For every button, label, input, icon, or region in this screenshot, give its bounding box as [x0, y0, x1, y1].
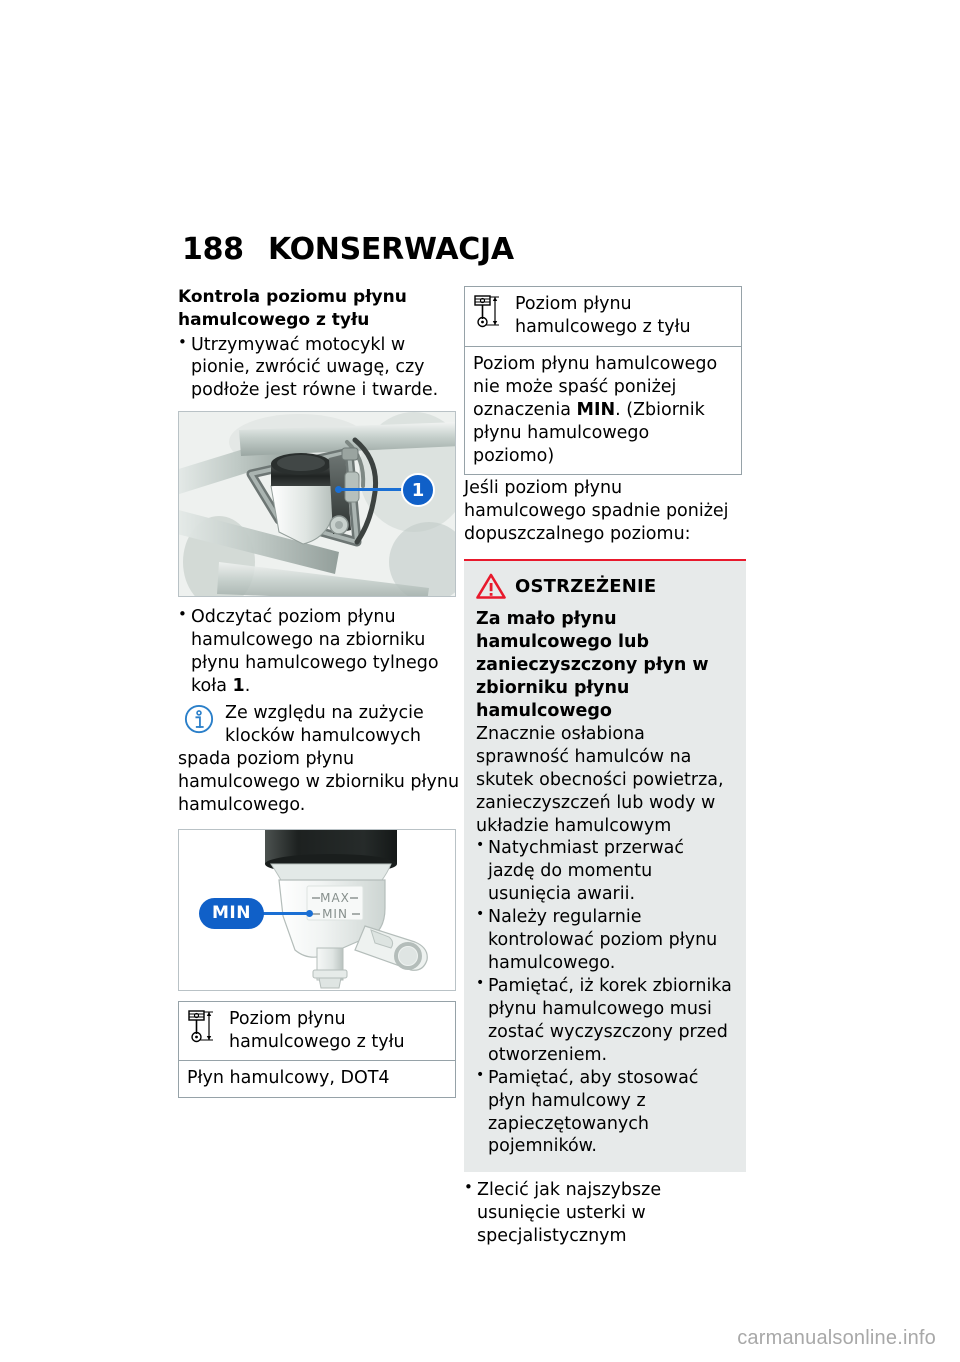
warning-body: Znacznie osłabiona sprawność hamulców na skutek obecności powietrza, zanieczyszczeń lub wody w układzie hamulcowym — [476, 723, 724, 836]
spec-table-value-row — [465, 347, 741, 475]
figure-reservoir-min-max — [178, 829, 456, 991]
spec-table-value — [473, 353, 733, 468]
warning-list-item: • Pamiętać, aby stosować płyn hamulcowy z zapieczętowanych pojemników. — [476, 1067, 736, 1159]
spec-table-brake-fluid — [178, 1001, 456, 1099]
figure-rear-brake-reservoir — [178, 411, 456, 597]
list-item — [178, 606, 460, 698]
info-icon — [184, 704, 214, 734]
spec-table-header-label: Poziom płynu hamulcowego z tyłu — [515, 294, 691, 337]
right-column — [464, 286, 746, 1248]
warning-header — [476, 573, 736, 599]
piston-level-icon — [473, 294, 501, 328]
spec-table-value: Płyn hamulcowy, DOT4 — [187, 1068, 390, 1089]
callout-leader-line-min — [257, 912, 309, 915]
spec-table-min-level — [464, 286, 742, 475]
info-note-line-1: Ze względu na zużycie klocków hamulcowych — [225, 702, 424, 746]
list-item-text: Odczytać poziom płynu hamulcowego na zbiorniku płynu hamulcowego tylnego — [191, 607, 439, 674]
callout-leader-line — [339, 488, 404, 491]
section-title — [178, 286, 460, 332]
spec-table-value-row — [179, 1061, 455, 1097]
page-header — [182, 232, 782, 267]
spec-table-header — [465, 287, 741, 347]
svg-text:MAX: MAX — [320, 890, 350, 905]
svg-text:MIN: MIN — [322, 906, 348, 921]
part-reference-1: 1 — [232, 676, 245, 697]
page-number: 188 — [182, 232, 244, 267]
section-title-line2: hamulcowego z tyłu — [178, 309, 370, 330]
warning-triangle-icon — [476, 573, 506, 599]
info-note-line-2: spada poziom płynu hamulcowego w zbiorniku płynu hamulcowego. — [178, 748, 460, 815]
info-note — [178, 702, 460, 817]
warning-list-item: • Natychmiast przerwać jazdę do momentu usunięcia awarii. — [476, 837, 736, 906]
piston-level-icon — [187, 1009, 215, 1043]
warning-subtitle: Za mało płynu hamulcowego lub zanieczyszczony płyn w zbiorniku płynu hamulcowego — [476, 609, 709, 721]
warning-list-item: • Należy regularnie kontrolować poziom płynu hamulcowego. — [476, 906, 736, 975]
spec-value-min: MIN — [576, 399, 616, 420]
instruction-list-2 — [178, 606, 460, 698]
spec-value-part1: Poziom płynu hamulcowego nie może spaść poniżej oznaczenia — [473, 353, 718, 420]
spec-value-part2: . (Zbiornik płynu hamulcowego poziomo) — [473, 399, 705, 466]
warning-item-list — [476, 837, 736, 1158]
post-warning-list — [464, 1179, 746, 1248]
list-item: • Zlecić jak najszybsze usunięcie usterki w specjalistycznym — [464, 1179, 746, 1248]
spec-table-header — [179, 1002, 455, 1062]
spec-table-header-label: Poziom płynu hamulcowego z tyłu — [229, 1008, 405, 1052]
warning-title: OSTRZEŻENIE — [515, 575, 657, 597]
warning-list-item: • Pamiętać, iż korek zbiornika płynu hamulcowego musi zostać wyczyszczony przed otworzeniem. — [476, 975, 736, 1067]
intro-paragraph: Jeśli poziom płynu hamulcowego spadnie poniżej dopuszczalnego poziomu: — [464, 478, 729, 545]
list-item: • Utrzymywać motocykl w pionie, zwrócić uwagę, czy podłoże jest równe i twarde. — [178, 334, 460, 403]
list-item-end: . — [244, 676, 251, 697]
left-column — [178, 286, 460, 1098]
instruction-list-1 — [178, 334, 460, 403]
section-title-line1: Kontrola poziomu płynu — [178, 287, 407, 307]
warning-box — [464, 559, 746, 1172]
callout-1: 1 — [401, 473, 435, 507]
page-title: KONSERWACJA — [268, 232, 514, 267]
watermark: carmanualsonline.info — [737, 1327, 936, 1349]
list-item-tail: koła — [191, 676, 227, 697]
callout-min: MIN — [199, 898, 264, 929]
